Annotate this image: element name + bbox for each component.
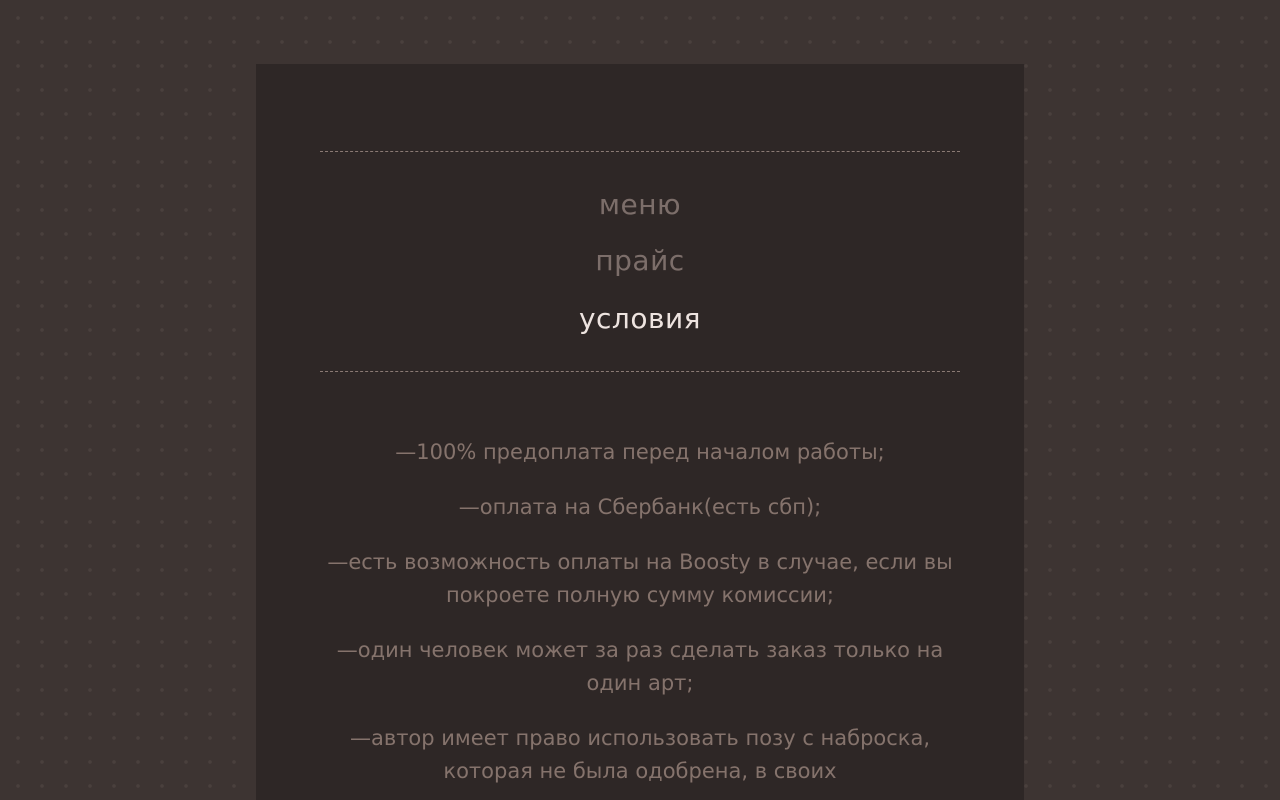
nav-item-terms[interactable]: условия: [578, 302, 702, 335]
divider-bottom: [320, 371, 960, 372]
term-item: —один человек может за раз сделать заказ только на один арт;: [336, 638, 944, 695]
term-item: —100% предоплата перед началом работы;: [395, 440, 885, 464]
nav-item-menu[interactable]: меню: [598, 188, 682, 221]
divider-top: [320, 151, 960, 152]
term-item: —оплата на Сбербанк(есть сбп);: [458, 495, 822, 519]
terms-list: [320, 436, 960, 800]
main-nav: [256, 188, 1024, 336]
nav-item-price[interactable]: прайс: [595, 244, 685, 277]
term-item: —автор имеет право использовать позу с наброска, которая не была одобрена, в своих: [349, 726, 931, 783]
content-panel: [256, 64, 1024, 800]
term-item: —есть возможность оплаты на Boosty в случае, если вы покроете полную сумму комиссии;: [327, 550, 953, 607]
